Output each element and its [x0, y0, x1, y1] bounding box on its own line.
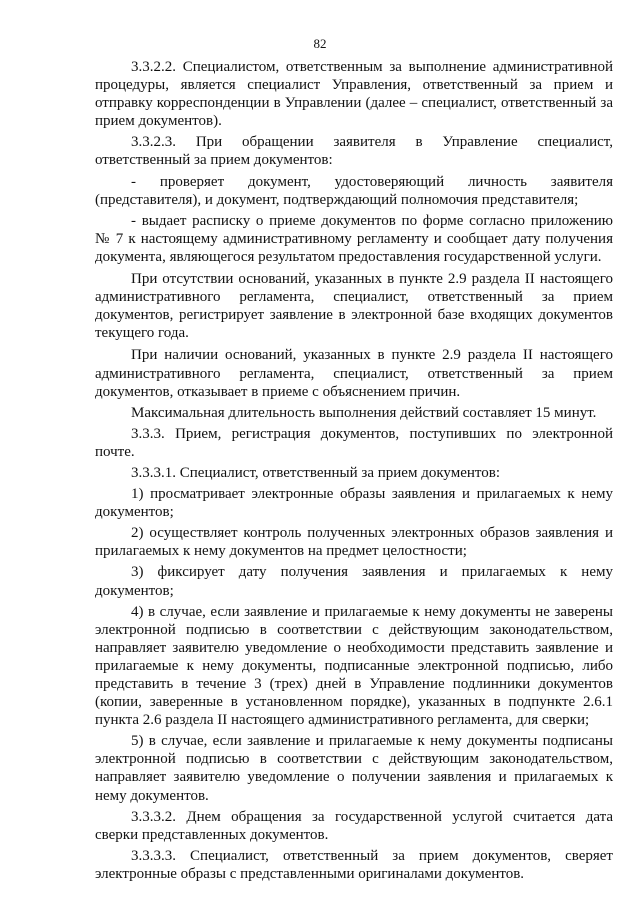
paragraph-3-3-2-2: 3.3.2.2. Специалистом, ответственным за выполнение административной процедуры, является специалист Управления, ответственный за прием и отправку корреспонденции в Управлении (далее – специалист, ответственный за прием документов).: [95, 59, 613, 130]
document-body: [95, 58, 613, 883]
page-number: 82: [313, 36, 327, 51]
paragraph-grounds-refusal: При наличии оснований, указанных в пункте 2.9 раздела II настоящего административного регламента, специалист, ответственный за прием документов, отказывает в приеме с объяснением причин.: [95, 347, 613, 400]
list-item-3: 3) фиксирует дату получения заявления и прилагаемых к нему документов;: [95, 564, 613, 599]
paragraph-3-3-3-3: 3.3.3.3. Специалист, ответственный за прием документов, сверяет электронные образы с представленными оригиналами документов.: [95, 847, 613, 882]
list-item-4: 4) в случае, если заявление и прилагаемые к нему документы не заверены электронной подписью в соответствии с действующим законодательством, направляет заявителю уведомление о необходимости представить заявление и прилагаемые к нему документы, подписанные электронной подписью, либо представить в течение 3 (трех) дней в Управление подлинники документов (копии, заверенные в установленном порядке), указанных в подпункте 2.6.1 пункта 2.6 раздела II настоящего административного регламента, для сверки;: [95, 603, 613, 729]
paragraph-no-grounds: При отсутствии оснований, указанных в пункте 2.9 раздела II настоящего административного регламента, специалист, ответственный за прием документов, регистрирует заявление в электронной базе входящих документов текущего года.: [95, 271, 613, 342]
paragraph-3-3-3-1: 3.3.3.1. Специалист, ответственный за прием документов:: [131, 464, 500, 481]
paragraph-3-3-2-3: 3.3.2.3. При обращении заявителя в Управление специалист, ответственный за прием документов:: [95, 134, 613, 169]
list-item-issue-receipt: - выдает расписку о приеме документов по форме согласно приложению № 7 к настоящему административному регламенту и сообщает дату получения документа, являющегося результатом предоставления государственной услуги.: [95, 212, 613, 265]
list-item-1: 1) просматривает электронные образы заявления и прилагаемых к нему документов;: [95, 486, 613, 521]
list-item-5: 5) в случае, если заявление и прилагаемые к нему документы подписаны электронной подписью в соответствии с действующим законодательством, направляет заявителю уведомление о получении заявления и прилагаемых к нему документов.: [95, 733, 613, 804]
list-item-2: 2) осуществляет контроль полученных электронных образов заявления и прилагаемых к нему документов на предмет целостности;: [95, 525, 613, 560]
paragraph-3-3-3-2: 3.3.3.2. Днем обращения за государственной услугой считается дата сверки представленных документов.: [95, 808, 613, 843]
paragraph-max-duration: Максимальная длительность выполнения действий составляет 15 минут.: [131, 404, 597, 421]
list-item-check-documents: - проверяет документ, удостоверяющий личность заявителя (представителя), и документ, подтверждающий полномочия представителя;: [95, 173, 613, 208]
paragraph-3-3-3: 3.3.3. Прием, регистрация документов, поступивших по электронной почте.: [95, 425, 613, 460]
